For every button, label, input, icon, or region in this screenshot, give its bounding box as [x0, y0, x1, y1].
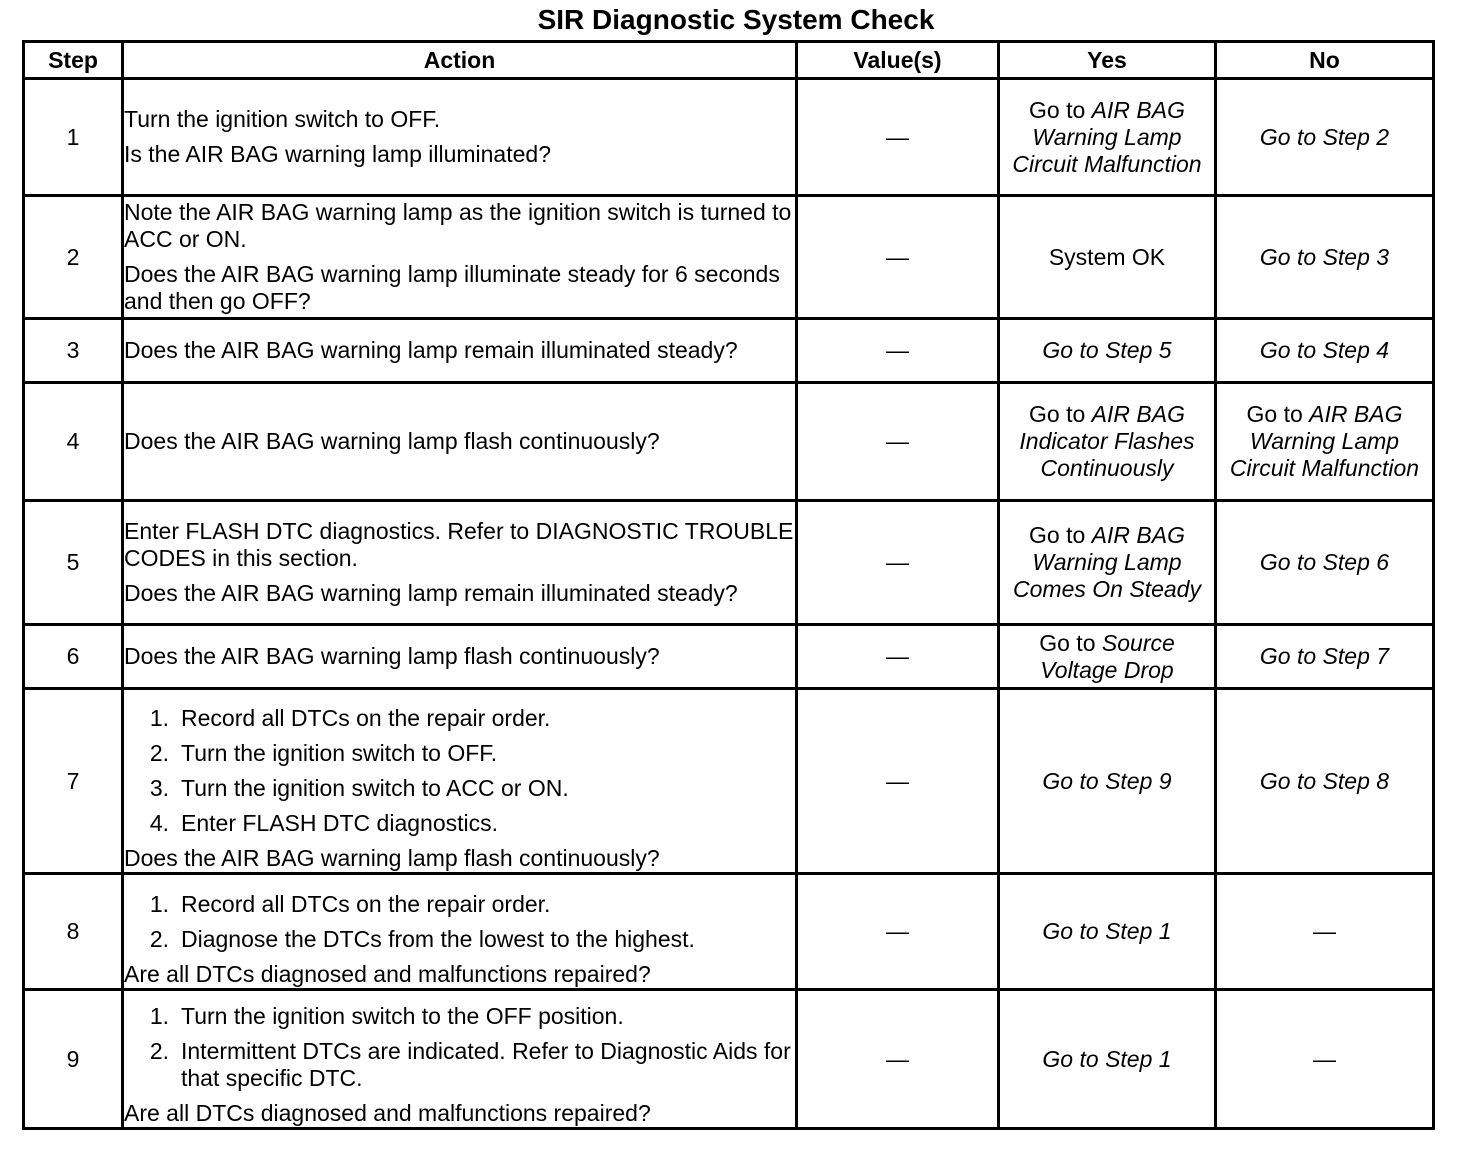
value-cell — [797, 319, 999, 383]
header-yes: Yes — [999, 42, 1216, 79]
yes-cell — [999, 625, 1216, 689]
header-step: Step — [24, 42, 123, 79]
header-action: Action — [123, 42, 797, 79]
action-question: Is the AIR BAG warning lamp illuminated? — [124, 141, 551, 167]
table-row — [24, 874, 1434, 990]
header-no: No — [1216, 42, 1434, 79]
yes-prefix: Go to — [1029, 401, 1092, 427]
action-cell — [123, 874, 797, 990]
value-dash: — — [886, 1045, 909, 1072]
value-cell — [797, 990, 999, 1129]
action-cell — [123, 319, 797, 383]
no-target: Go to Step 3 — [1259, 243, 1390, 270]
step-number: 6 — [24, 625, 123, 689]
yes-target: AIR BAG Warning Lamp Circuit Malfunction — [1012, 96, 1202, 177]
yes-prefix: System OK — [1048, 243, 1166, 270]
no-target: Go to Step 6 — [1259, 549, 1390, 575]
no-cell — [1216, 196, 1434, 319]
action-cell — [123, 625, 797, 689]
table-row — [24, 501, 1434, 625]
action-cell — [123, 990, 797, 1129]
no-target: AIR BAG Warning Lamp Circuit Malfunction — [1229, 401, 1420, 481]
yes-cell — [999, 874, 1216, 990]
no-prefix: — — [1313, 918, 1336, 944]
yes-prefix: Go to — [1029, 96, 1092, 123]
list-item: 3. Turn the ignition switch to ACC or ON. — [149, 775, 569, 801]
step-number: 2 — [24, 196, 123, 319]
yes-cell — [999, 501, 1216, 625]
step-number: 5 — [24, 501, 123, 625]
header-row — [24, 42, 1434, 79]
table-row — [24, 990, 1434, 1129]
step-number: 1 — [24, 79, 123, 196]
value-dash: — — [886, 243, 909, 270]
table-row — [24, 319, 1434, 383]
action-question: Does the AIR BAG warning lamp illuminate steady for 6 seconds and then go OFF? — [124, 261, 780, 314]
action-steps-list — [124, 891, 795, 953]
no-target: Go to Step 4 — [1259, 337, 1390, 363]
yes-prefix: Go to — [1039, 629, 1102, 656]
action-text: Enter FLASH DTC diagnostics. Refer to DIAGNOSTIC TROUBLE CODES in this section. — [124, 518, 794, 571]
yes-cell — [999, 383, 1216, 501]
list-item: 1. Turn the ignition switch to the OFF position. — [149, 1003, 624, 1029]
yes-target: AIR BAG Indicator Flashes Continuously — [1019, 401, 1195, 481]
value-dash: — — [886, 428, 909, 454]
no-cell — [1216, 501, 1434, 625]
action-text: Turn the ignition switch to OFF. — [124, 106, 441, 132]
value-dash: — — [886, 549, 909, 575]
action-question: Does the AIR BAG warning lamp remain illuminated steady? — [124, 580, 738, 606]
diagnostic-table — [22, 40, 1435, 1130]
no-cell — [1216, 79, 1434, 196]
yes-cell — [999, 319, 1216, 383]
value-cell — [797, 196, 999, 319]
value-cell — [797, 383, 999, 501]
no-cell — [1216, 689, 1434, 874]
action-question: Does the AIR BAG warning lamp remain illuminated steady? — [124, 337, 738, 363]
yes-cell — [999, 196, 1216, 319]
no-target: Go to Step 8 — [1259, 767, 1390, 794]
value-cell — [797, 79, 999, 196]
list-item: 4. Enter FLASH DTC diagnostics. — [149, 810, 499, 836]
action-cell — [123, 383, 797, 501]
header-values: Value(s) — [797, 42, 999, 79]
no-cell — [1216, 319, 1434, 383]
action-question: Are all DTCs diagnosed and malfunctions repaired? — [124, 1100, 651, 1126]
value-dash: — — [886, 643, 909, 669]
action-question: Are all DTCs diagnosed and malfunctions repaired? — [124, 961, 651, 987]
action-steps-list — [124, 1003, 795, 1092]
yes-target: Go to Step 1 — [1042, 1045, 1172, 1072]
yes-prefix: Go to — [1029, 522, 1092, 548]
value-dash: — — [886, 337, 909, 363]
table-row — [24, 383, 1434, 501]
list-item: 2. Turn the ignition switch to OFF. — [149, 740, 498, 766]
yes-cell — [999, 79, 1216, 196]
value-cell — [797, 625, 999, 689]
action-cell — [123, 79, 797, 196]
step-number: 9 — [24, 990, 123, 1129]
no-prefix: Go to — [1246, 401, 1310, 427]
yes-cell — [999, 689, 1216, 874]
yes-cell — [999, 990, 1216, 1129]
no-cell — [1216, 990, 1434, 1129]
action-steps-list — [124, 705, 795, 837]
step-number: 8 — [24, 874, 123, 990]
yes-target: Go to Step 9 — [1042, 767, 1172, 794]
action-cell — [123, 196, 797, 319]
table-row — [24, 625, 1434, 689]
table-row — [24, 689, 1434, 874]
step-number: 7 — [24, 689, 123, 874]
step-number: 3 — [24, 319, 123, 383]
table-row — [24, 79, 1434, 196]
no-target: Go to Step 7 — [1259, 643, 1390, 669]
document-title: SIR Diagnostic System Check — [537, 4, 935, 35]
value-cell — [797, 874, 999, 990]
step-number: 4 — [24, 383, 123, 501]
yes-target: Go to Step 5 — [1042, 337, 1172, 363]
action-cell — [123, 689, 797, 874]
value-cell — [797, 501, 999, 625]
list-item: 2. Diagnose the DTCs from the lowest to the highest. — [149, 926, 695, 952]
action-question: Does the AIR BAG warning lamp flash continuously? — [124, 845, 660, 871]
yes-target: AIR BAG Warning Lamp Comes On Steady — [1013, 522, 1201, 602]
table-row — [24, 196, 1434, 319]
no-cell — [1216, 874, 1434, 990]
list-item: 1. Record all DTCs on the repair order. — [149, 891, 551, 917]
action-question: Does the AIR BAG warning lamp flash continuously? — [124, 643, 660, 669]
yes-target: Source Voltage Drop — [1040, 629, 1175, 683]
no-cell — [1216, 383, 1434, 501]
no-prefix: — — [1313, 1045, 1336, 1072]
value-dash: — — [886, 918, 909, 944]
value-cell — [797, 689, 999, 874]
list-item: 2. Intermittent DTCs are indicated. Refer to Diagnostic Aids for that specific DTC. — [149, 1038, 791, 1091]
action-cell — [123, 501, 797, 625]
action-text: Note the AIR BAG warning lamp as the ignition switch is turned to ACC or ON. — [124, 199, 792, 252]
no-target: Go to Step 2 — [1259, 123, 1390, 150]
list-item: 1. Record all DTCs on the repair order. — [149, 705, 551, 731]
value-dash: — — [886, 767, 909, 794]
value-dash: — — [886, 123, 909, 150]
action-question: Does the AIR BAG warning lamp flash continuously? — [124, 428, 660, 454]
no-cell — [1216, 625, 1434, 689]
yes-target: Go to Step 1 — [1042, 918, 1172, 944]
